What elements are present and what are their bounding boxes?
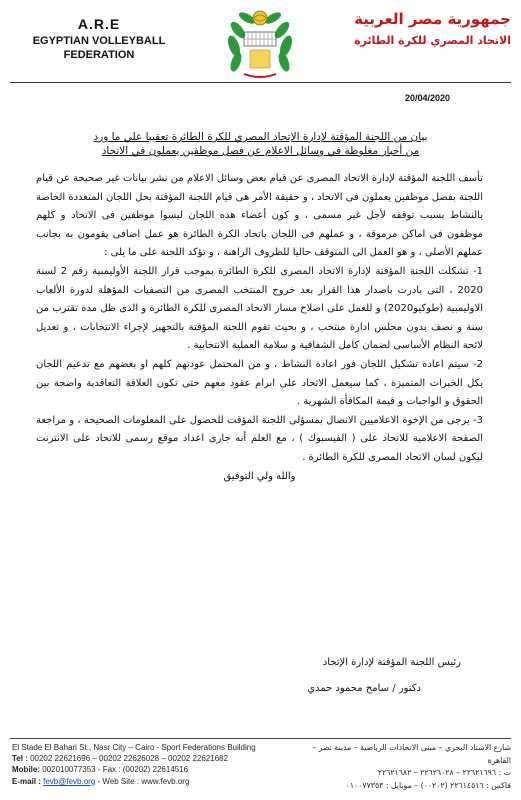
footer-mobile: 002010077353 — [42, 765, 96, 775]
footer-address: El Stade El Bahari St., Nasr City – Cairo - Sport Federations Building — [12, 743, 256, 752]
federation-name-en-line2: FEDERATION — [63, 49, 135, 61]
federation-name-en-line1: EGYPTIAN VOLLEYBALL — [32, 35, 166, 47]
footer-mobile-label: Mobile: — [12, 765, 43, 775]
footer-address-ar: شارع الاستاد البحري – مبنى الاتحادات الرياضية – مدينة نصر – القاهرة — [312, 743, 511, 765]
point-1-paragraph: 1- تشكلت اللجنة المؤقتة لإدارة الاتحاد المصرى للكرة الطائرة بموجب قرار اللجنة الأوليمبية رقم 2 لسنة 2020 ، التى بادرت باصدار هذا القرار بعد خروج المنتخب المصرى من التصفيات المؤهلة لدورة الألعاب الاوليمبية (طوكيو2020) و للعمل على اصلاح مسار الاتحاد المصرى للكرة الطائرة و الذى ظل مدة تقترب من سنة و نصف بدون مجلس ادارة منتخب ، و بحيث تقوم اللجنة المؤقتة بالتجهيز لإجراء الانتخابات ، و تعديل لائحة النظام الأساسى لضمان كامل الشفافية و سلامة العملية الانتخابية . — [36, 265, 483, 352]
header-english-block — [14, 16, 184, 62]
footer-email-link[interactable]: fevb@fevb.org — [43, 776, 96, 786]
federation-logo-icon — [220, 2, 300, 82]
footer-tel-ar: ت : ٢٢٦٢١٦٩٦ – ٢٢٦٢٦٠٢٨ – ٢٢٦٢١٦٨٢ — [377, 768, 511, 778]
signature-block — [307, 650, 461, 702]
statement-title-line1: بيان من اللجنة المؤقتة لإدارة الإتحاد المصري للكرة الطائرة تعقيبا علي ما ورد — [93, 131, 428, 143]
country-abbrev: A.R.E — [77, 16, 121, 32]
footer-mobile-line — [12, 764, 282, 775]
point-2-paragraph: 2- سيتم اعادة تشكيل اللجان فور اعادة النشاط ، و من المحتمل عودتهم كلهم او بعضهم مع تدعيم اللجان بكل الخبرات المتميزة ، كما سيعمل الاتحاد على ابرام عقود معهم حتى تكون العلاقة التعاقدية واضحة بين الحقوق و الواجبات و قيمة المكافأة الشهرية . — [36, 358, 483, 408]
federation-name-ar: الاتحاد المصري للكرة الطائرة — [354, 34, 511, 47]
footer-web-link[interactable]: www.fevb.org — [141, 776, 190, 786]
footer-tel: 00202 22621696 – 00202 22626028 – 00202 22621682 — [30, 754, 229, 764]
federation-name-en — [14, 34, 184, 62]
signatory-name: دكتور / سامح محمود حمدي — [307, 683, 421, 694]
statement-title — [60, 130, 461, 158]
footer-fax-ar: فاكس : ٢٢٦١٤٥١٦ (٠٠٢٠٢) – موبايل : ٠١٠٠٧٧٣٥٣ — [345, 780, 511, 790]
intro-paragraph: تأسف اللجنة المؤقتة لإدارة الاتحاد المصرى عن قيام بعض وسائل الاعلام من نشر بيانات غير صحيحة عن قيام اللجنة بفصل موظفين يعملون فى الاتحاد ، و حقيقة الأمر هى قيام اللجنة المؤقتة بحل اللجان المتعددة الخاصة بالنشاط بسبب توقفه لأجل غير مسمى ، و كون أعضاء هذه اللجان ليسوا موظفين فى الاتحاد و كلهم موظفون فى اماكن مرموقة ، و عملهم فى اللجان باتحاد الكرة الطائرة هو عمل اضافى يقومون به بجانب عملهم الأصلى ، و هو العمل الى المتوقف حاليا للظروف الراهنة ، و تؤكد اللجنة على ما يلى : — [36, 173, 483, 259]
footer-tel-line — [12, 753, 282, 764]
letter-date: 20/04/2020 — [405, 93, 451, 103]
footer-arabic — [291, 742, 511, 792]
footer-divider — [10, 738, 511, 739]
signatory-role: رئيس اللجنة المؤقتة لإدارة الإتحاد — [322, 657, 461, 668]
footer-english — [12, 742, 282, 787]
footer-web-label: - Web Site : — [95, 776, 142, 786]
statement-title-line2: من أخبار مغلوطة في وسائل الاعلام عن فصل موظفين يعملون في الاتحاد — [101, 145, 420, 157]
footer-email-label: E-mail : — [12, 776, 44, 786]
footer-fax-label: - Fax : — [95, 765, 123, 775]
footer-tel-label: Tel : — [12, 754, 31, 764]
closing-line: والله ولي التوفيق — [223, 470, 296, 482]
footer-fax: (00202) 22614516 — [122, 765, 189, 775]
footer-contact-line — [12, 776, 282, 787]
country-name-ar: جمهورية مصر العربية — [354, 10, 511, 28]
statement-body — [36, 170, 483, 486]
header-arabic-block — [331, 10, 511, 47]
header-divider — [10, 82, 511, 83]
point-3-paragraph: 3- يرجى من الإخوة الاعلاميين الاتصال بمسؤلى اللجنة المؤقت للحصول على المعلومات الصحيحة ، و مراجعة الصفحة الاعلامية للاتحاد على ( الفيسبوك ) ، مع العلم أنه جارى اعداد موقع رسمى للاتحاد على الانترنت ليكون لسان الاتحاد المصرى للكرة الطائرة . — [36, 414, 483, 463]
